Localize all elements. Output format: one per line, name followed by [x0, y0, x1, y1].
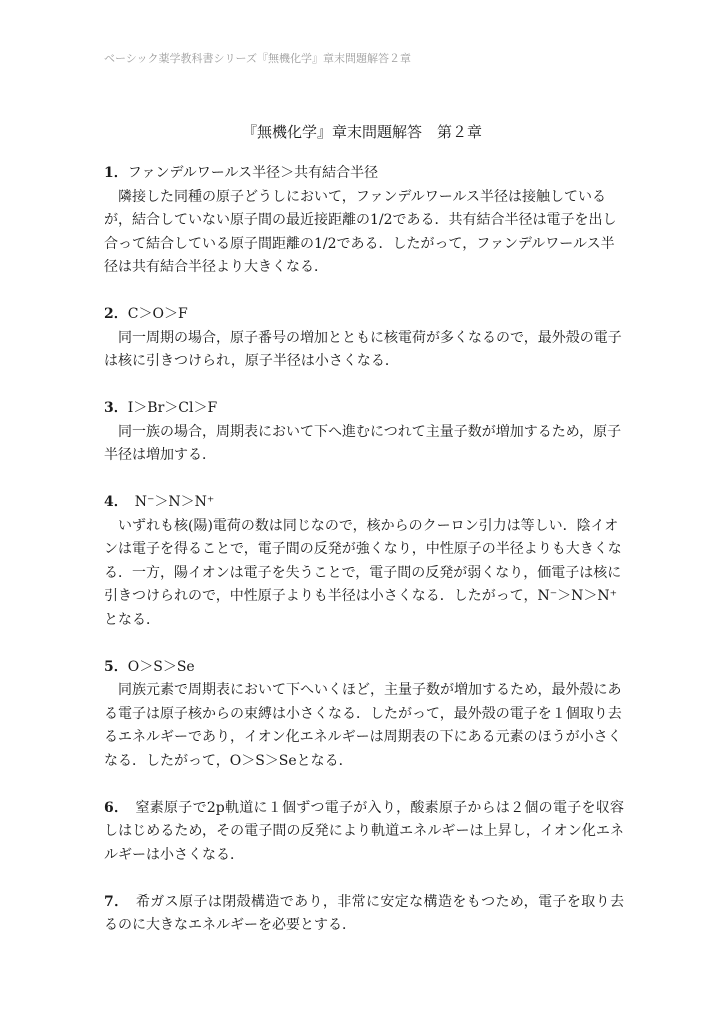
answer-number: 3．: [104, 400, 128, 416]
answer-item-6: [104, 797, 624, 868]
answer-number: 1．: [104, 165, 128, 181]
answer-heading-text: ファンデルワールス半径＞共有結合半径: [127, 165, 379, 181]
answer-number: 2．: [104, 306, 128, 322]
answer-list: [104, 162, 624, 961]
answer-number: 7．: [104, 893, 122, 910]
answer-number: 6．: [104, 799, 122, 816]
answer-text: 窒素原子で2p軌道に１個ずつ電子が入り，酸素原子からは２個の電子を収容しはじめるため，その電子間の反発により軌道エネルギーは上昇し，イオン化エネルギーは小さくなる．: [104, 799, 624, 863]
answer-body: 同一族の場合，周期表において下へ進むにつれて主量子数が増加するため，原子半径は増加する．: [104, 423, 622, 463]
answer-heading-text: O＞S＞Se: [127, 658, 195, 675]
answer-number: 5．: [104, 658, 128, 675]
answer-body: いずれも核(陽)電荷の数は同じなので，核からのクーロン引力は等しい．陰イオンは電子を得ることで，電子間の反発が強くなり，中性原子の半径よりも大きくなる．一方，陽イオンは電子を失うことで，電子間の反発が弱くなり，価電子は核に引きつけられので，中性原子よりも半径は小さくなる．したがって，N⁻＞N＞N⁺となる．: [104, 517, 622, 628]
answer-body: 隣接した同種の原子どうしにおいて，ファンデルワールス半径は接触しているが，結合していない原子間の最近接距離の1/2である．共有結合半径は電子を出し合って結合している原子間距離の1/2である．したがって，ファンデルワールス半径は共有結合半径より大きくなる．: [104, 188, 617, 275]
answer-text: 希ガス原子は閉殻構造であり，非常に安定な構造をもつため，電子を取り去るのに大きなエネルギーを必要とする．: [104, 893, 624, 933]
answer-item-2: [104, 303, 624, 374]
answer-item-5: [104, 656, 624, 774]
page-title: 『無機化学』章末問題解答 第２章: [241, 123, 482, 141]
answer-heading: [104, 397, 624, 421]
answer-item-4: [104, 491, 624, 632]
answer-heading: [104, 656, 624, 680]
running-header: ベーシック薬学教科書シリーズ『無機化学』章末問題解答２章: [104, 52, 412, 65]
answer-heading: [104, 491, 624, 515]
answer-item-1: [104, 162, 624, 280]
answer-heading-text: N⁻＞N＞N⁺: [120, 494, 215, 510]
answer-heading-text: I＞Br＞Cl＞F: [127, 400, 218, 416]
answer-body: 同族元素で周期表において下へいくほど，主量子数が増加するため，最外殻にある電子は原子核からの束縛は小さくなる．したがって，最外殻の電子を１個取り去るエネルギーであり，イオン化エネルギーは周期表の下にある元素のほうが小さくなる．したがって，O＞S＞Seとなる．: [104, 682, 622, 769]
answer-heading: [104, 303, 624, 327]
answer-item-7: [104, 891, 624, 938]
answer-heading: [104, 162, 624, 186]
answer-heading-text: C＞O＞F: [127, 306, 188, 322]
answer-item-3: [104, 397, 624, 468]
answer-body: 同一周期の場合，原子番号の増加とともに核電荷が多くなるので，最外殻の電子は核に引きつけられ，原子半径は小さくなる．: [104, 329, 622, 369]
answer-number: 4．: [104, 494, 121, 510]
